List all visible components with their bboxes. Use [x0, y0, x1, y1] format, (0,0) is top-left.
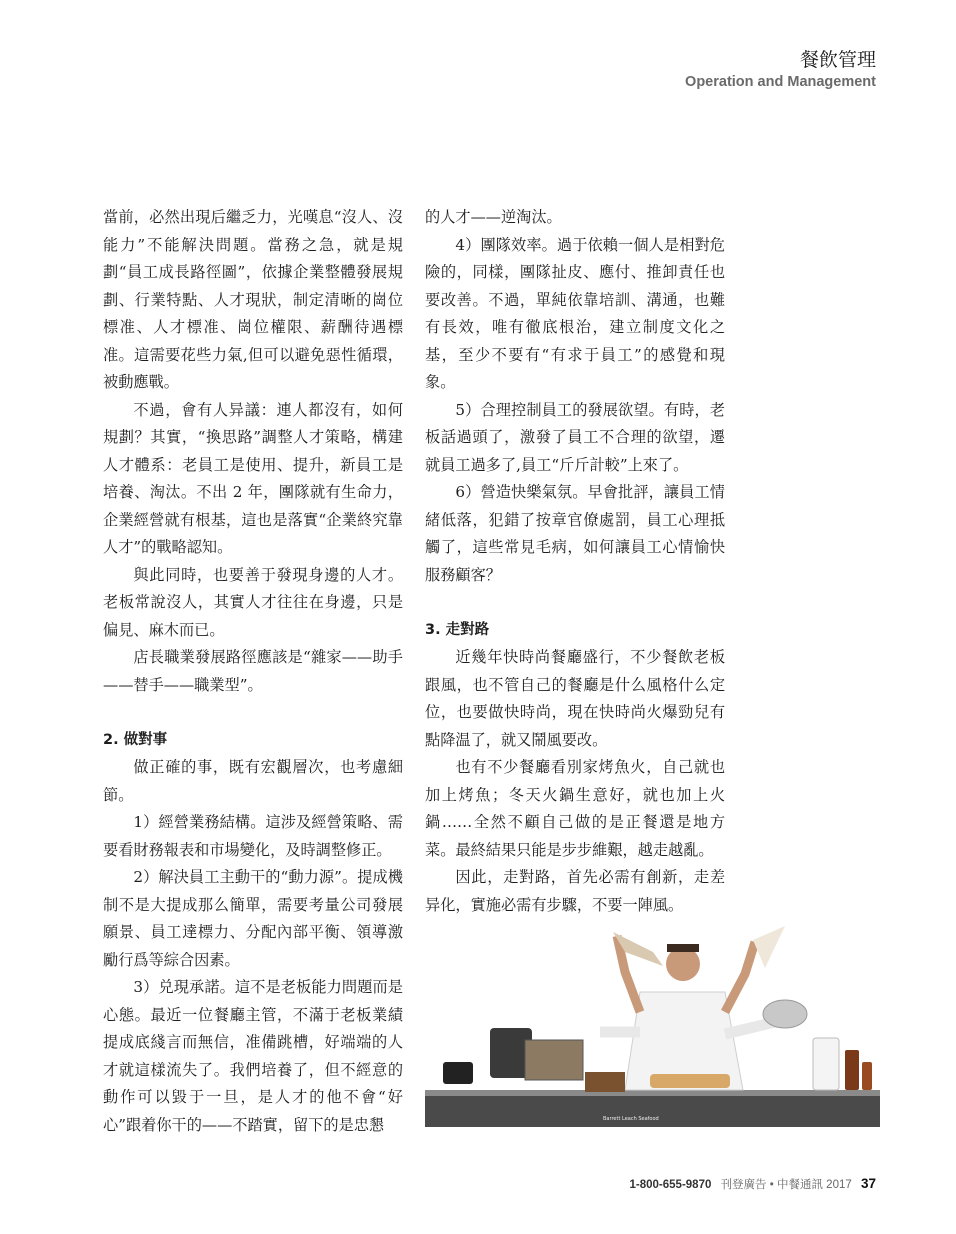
paragraph: 3）兑現承諾。這不是老板能力問題而是心態。最近一位餐廳主管，不滿于老板業績提成底綫言而無信，准備跳槽，好端端的人才就這樣流失了。我們培養了，但不經意的動作可以毀于一旦，是人才的他不會“好心”跟着你干的——不踏實，留下的是忠懇: [103, 978, 403, 1134]
paragraph: 與此同時，也要善于發現身邊的人才。老板常說沒人，其實人才往往在身邊，只是偏見、麻木而已。: [103, 565, 403, 639]
paragraph: 當前，必然出現后繼乏力，光嘆息“沒人、沒能力”不能解決問題。當務之急，就是規劃“員工成長路徑圖”，依據企業整體發展規劃、行業特點、人才現狀，制定清晰的崗位標准、人才標准、崗位權限、薪酬待遇標准。這需要花些力氣,但可以避免惡性循環，被動應戰。: [103, 208, 403, 391]
page-number: 37: [860, 1176, 876, 1191]
chef-photo: [425, 922, 880, 1127]
paragraph: 1）經營業務結構。這涉及經營策略、需要看財務報表和市場變化，及時調整修正。: [103, 813, 403, 859]
section-heading: 3. 走對路: [425, 621, 490, 638]
footer-publication: 刊登廣告 • 中餐通訊 2017: [720, 1179, 852, 1191]
paragraph: 4）團隊效率。過于依賴一個人是相對危險的，同樣，團隊扯皮、應付、推卸責任也要改善。不過，單純依靠培訓、溝通，也難有長效，唯有徹底根治，建立制度文化之基，至少不要有“有求于員工”的感覺和現象。: [425, 235, 725, 391]
paragraph: 2）解決員工主動干的“動力源”。提成機制不是大提成那么簡單，需要考量公司發展願景、員工達標力、分配內部平衡、領導激勵行爲等綜合因素。: [103, 868, 403, 969]
paragraph: 5）合理控制員工的發展欲望。有時，老板話過頭了，激發了員工不合理的欲望，遷就員工過多了,員工“斤斤計較”上來了。: [425, 400, 725, 474]
page-header: [685, 48, 876, 92]
left-text-column: [103, 204, 403, 1139]
paragraph: 6）營造快樂氣氛。早會批評，讓員工情緒低落，犯錯了按章官僚處罰，員工心理抵觸了，這些常見毛病，如何讓員工心情愉快服務顧客？: [425, 483, 725, 584]
photo-counter: [425, 1094, 880, 1127]
paragraph: 店長職業發展路徑應該是“雜家——助手——替手——職業型”。: [103, 648, 403, 694]
right-text-column: [425, 204, 725, 919]
footer-phone: 1-800-655-9870: [629, 1179, 712, 1191]
paragraph: 也有不少餐廳看別家烤魚火，自己就也加上烤魚；冬天火鍋生意好，就也加上火鍋……全然不顧自己做的是正餐還是地方菜。最終結果只能是步步維艱，越走越亂。: [425, 758, 725, 859]
paragraph: 因此，走對路，首先必需有創新，走差异化，實施必需有步驟，不要一陣風。: [425, 868, 725, 914]
section-title-en: Operation and Management: [685, 74, 876, 90]
section-gap: [103, 699, 403, 727]
paragraph: 近幾年快時尚餐廳盛行，不少餐飲老板跟風，也不管自己的餐廳是什么風格什么定位，也要做快時尚，現在快時尚火爆勁兒有點降温了，就又鬧風要改。: [425, 648, 725, 749]
photo-box-label: Barrett Leach Seafood: [603, 1116, 659, 1122]
section-gap: [425, 589, 725, 617]
paragraph: 的人才——逆淘汰。: [425, 208, 562, 226]
paragraph: 做正確的事，既有宏觀層次，也考慮細節。: [103, 758, 403, 804]
page-footer: [630, 1176, 876, 1192]
section-title-cn: 餐飲管理: [799, 49, 876, 71]
paragraph: 不過，會有人异議：連人都沒有，如何規劃？其實，“換思路”調整人才策略，構建人才體系：老員工是使用、提升，新員工是培養、淘汰。不出 2 年，團隊就有生命力，企業經營就有根基，這也是落實“企業終究靠人才”的戰略認知。: [103, 400, 403, 556]
section-heading: 2. 做對事: [103, 731, 168, 748]
